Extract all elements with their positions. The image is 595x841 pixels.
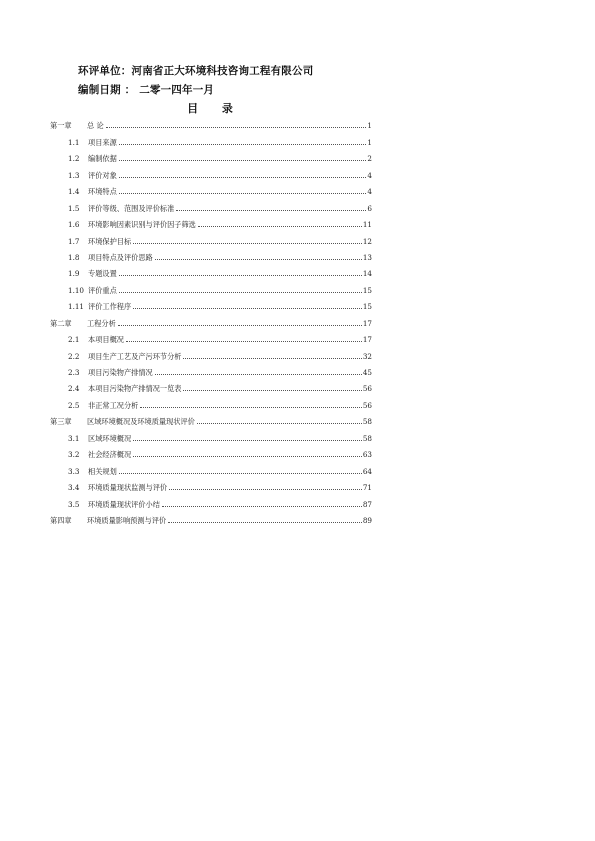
dot-leader <box>183 358 361 359</box>
toc-entry-page-number: 15 <box>362 285 372 295</box>
toc-entry-number: 1.6 <box>68 220 80 230</box>
toc-entry-number: 3.2 <box>68 450 80 460</box>
dot-leader <box>133 456 362 457</box>
toc-entry-label: 评价重点 <box>88 285 117 295</box>
toc-title: 目 录 <box>187 102 243 115</box>
dot-leader <box>119 292 362 293</box>
toc-entry-label: 环境质量现状监测与评价 <box>88 483 168 493</box>
toc-entry-label: 环境质量影响预测与评价 <box>87 515 167 525</box>
toc-entry-page-number: 12 <box>362 236 372 246</box>
toc-section-entry[interactable] <box>50 213 372 229</box>
toc-entry-page-number: 64 <box>362 466 372 476</box>
dot-leader <box>133 440 362 441</box>
dot-leader <box>119 177 367 178</box>
toc-entry-label: 环境质量现状评价小结 <box>88 499 160 509</box>
toc-section-entry[interactable] <box>50 361 372 377</box>
toc-entry-label: 项目特点及评价思路 <box>88 252 153 262</box>
toc-section-entry[interactable] <box>50 278 372 294</box>
toc-entry-page-number: 56 <box>362 400 372 410</box>
toc-entry-page-number: 1 <box>367 121 372 131</box>
toc-entry-label: 项目污染物产排情况 <box>88 368 153 377</box>
toc-entry-page-number: 13 <box>362 252 372 262</box>
toc-entry-label: 编制依据 <box>88 154 117 164</box>
toc-entry-label: 项目来源 <box>88 137 117 147</box>
toc-section-entry[interactable] <box>50 393 372 409</box>
toc-entry-page-number: 71 <box>362 483 372 493</box>
toc-section-entry[interactable] <box>50 147 372 163</box>
dot-leader <box>106 127 367 128</box>
toc-entry-label: 评价工作程序 <box>88 302 132 312</box>
toc-entry-number: 1.5 <box>68 203 80 213</box>
toc-entry-label: 评价对象 <box>88 170 117 180</box>
toc-entry-number: 1.1 <box>68 137 80 147</box>
toc-entry-label: 项目生产工艺及产污环节分析 <box>88 351 182 361</box>
toc-entry-number: 第三章 <box>50 417 72 427</box>
toc-entry-page-number: 58 <box>362 433 372 443</box>
toc-entry-page-number: 56 <box>362 384 372 394</box>
toc-entry-number: 3.5 <box>68 499 80 509</box>
toc-entry-label: 总 论 <box>87 121 104 131</box>
toc-section-entry[interactable] <box>50 377 372 393</box>
toc-entry-number: 3.3 <box>68 466 80 476</box>
toc-chapter-entry[interactable] <box>50 114 372 130</box>
dot-leader <box>140 407 362 408</box>
dot-leader <box>126 341 362 342</box>
toc-chapter-entry[interactable] <box>50 410 372 426</box>
toc-section-entry[interactable] <box>50 426 372 442</box>
toc-entry-page-number: 14 <box>362 269 372 279</box>
dot-leader <box>198 226 362 227</box>
dot-leader <box>155 374 362 375</box>
toc-entry-number: 第一章 <box>50 121 72 131</box>
toc-entry-page-number: 89 <box>362 515 372 525</box>
toc-entry-page-number: 6 <box>367 203 372 213</box>
dot-leader <box>119 144 367 145</box>
toc-entry-label: 本项目概况 <box>88 335 124 345</box>
toc-entry-number: 3.4 <box>68 483 80 493</box>
toc-entry-number: 1.11 <box>68 302 85 312</box>
dot-leader <box>119 275 362 276</box>
toc-section-entry[interactable] <box>50 246 372 262</box>
toc-entry-number: 2.1 <box>68 335 80 345</box>
toc-section-entry[interactable] <box>50 492 372 508</box>
toc-entry-label: 区域环境概况及环境质量现状评价 <box>87 417 195 427</box>
toc-entry-label: 环境保护目标 <box>88 236 132 246</box>
toc-entry-label: 评价等级、范围及评价标准 <box>88 203 175 213</box>
dot-leader <box>168 522 362 523</box>
dot-leader <box>133 308 362 309</box>
toc-entry-page-number: 58 <box>362 417 372 427</box>
toc-entry-page-number: 4 <box>367 170 372 180</box>
toc-entry-number: 1.3 <box>68 170 80 180</box>
dot-leader <box>176 210 366 211</box>
toc-entry-number: 3.1 <box>68 433 80 443</box>
dot-leader <box>133 243 362 244</box>
toc-section-entry[interactable] <box>50 344 372 360</box>
toc-entry-label: 环境影响因素识别与评价因子筛选 <box>88 220 196 230</box>
toc-entry-number: 1.9 <box>68 269 80 279</box>
assessment-unit-line: 环评单位：河南省正大环境科技咨询工程有限公司 <box>78 65 314 77</box>
toc-entry-page-number: 45 <box>362 368 372 377</box>
toc-entry-number: 1.4 <box>68 187 80 197</box>
toc-entry-page-number: 11 <box>362 220 372 230</box>
toc-entry-label: 非正常工况分析 <box>88 400 139 410</box>
table-of-contents <box>50 114 372 525</box>
toc-entry-label: 环境特点 <box>88 187 117 197</box>
dot-leader <box>162 506 362 507</box>
toc-entry-page-number: 32 <box>362 351 372 361</box>
toc-section-entry[interactable] <box>50 476 372 492</box>
toc-section-entry[interactable] <box>50 459 372 475</box>
toc-section-entry[interactable] <box>50 229 372 245</box>
toc-entry-page-number: 17 <box>362 318 372 328</box>
toc-entry-label: 相关规划 <box>88 466 117 476</box>
dot-leader <box>119 160 367 161</box>
toc-section-entry[interactable] <box>50 196 372 212</box>
toc-section-entry[interactable] <box>50 295 372 311</box>
toc-entry-page-number: 87 <box>362 499 372 509</box>
toc-entry-number: 第四章 <box>50 515 72 525</box>
dot-leader <box>169 489 362 490</box>
toc-entry-number: 2.5 <box>68 400 80 410</box>
toc-section-entry[interactable] <box>50 180 372 196</box>
toc-entry-label: 专题设置 <box>88 269 117 279</box>
toc-entry-label: 区域环境概况 <box>88 433 132 443</box>
toc-entry-label: 社会经济概况 <box>88 450 132 460</box>
dot-leader <box>197 423 362 424</box>
toc-section-entry[interactable] <box>50 443 372 459</box>
toc-chapter-entry[interactable] <box>50 509 372 525</box>
toc-section-entry[interactable] <box>50 163 372 179</box>
toc-entry-number: 1.10 <box>68 285 85 295</box>
toc-section-entry[interactable] <box>50 328 372 344</box>
dot-leader <box>183 390 361 391</box>
toc-entry-page-number: 2 <box>367 154 372 164</box>
toc-entry-number: 1.7 <box>68 236 80 246</box>
toc-entry-page-number: 1 <box>367 137 372 147</box>
toc-entry-page-number: 63 <box>362 450 372 460</box>
toc-section-entry[interactable] <box>50 130 372 146</box>
toc-section-entry[interactable] <box>50 262 372 278</box>
compile-date-line: 编制日期 ： 二零一四年一月 <box>78 84 215 96</box>
toc-entry-number: 2.3 <box>68 368 80 377</box>
toc-entry-page-number: 4 <box>367 187 372 197</box>
toc-entry-page-number: 17 <box>362 335 372 345</box>
toc-entry-number: 2.2 <box>68 351 80 361</box>
toc-chapter-entry[interactable] <box>50 311 372 327</box>
dot-leader <box>119 473 362 474</box>
toc-entry-label: 工程分析 <box>87 318 116 328</box>
dot-leader <box>155 259 362 260</box>
toc-entry-page-number: 15 <box>362 302 372 312</box>
dot-leader <box>118 325 362 326</box>
toc-entry-number: 2.4 <box>68 384 80 394</box>
toc-entry-number: 1.8 <box>68 252 80 262</box>
dot-leader <box>119 193 367 194</box>
toc-entry-label: 本项目污染物产排情况一览表 <box>88 384 182 394</box>
toc-entry-number: 第二章 <box>50 318 72 328</box>
toc-entry-number: 1.2 <box>68 154 80 164</box>
